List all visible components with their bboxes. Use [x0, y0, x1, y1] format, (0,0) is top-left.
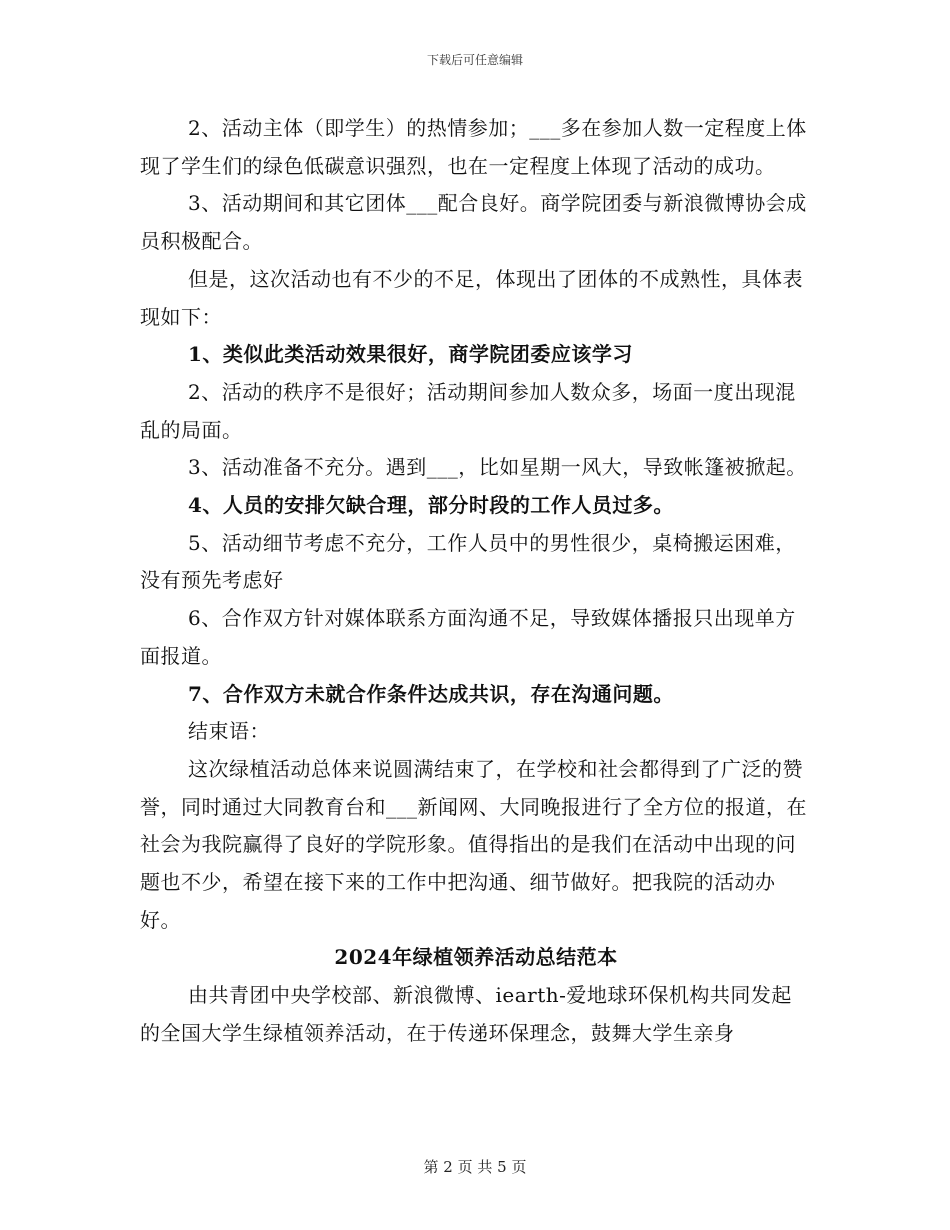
bold-paragraph: 1、类似此类活动效果很好，商学院团委应该学习 — [188, 342, 633, 367]
bold-paragraph: 4、人员的安排欠缺合理，部分时段的工作人员过多。 — [188, 493, 674, 518]
paragraph: 3、活动准备不充分。遇到___，比如星期一风大，导致帐篷被掀起。 — [188, 455, 807, 480]
page-header: 下载后可任意编辑 — [426, 53, 523, 67]
paragraph: 5、活动细节考虑不充分，工作人员中的男性很少，桌椅搬运困难，没有预先考虑好 — [140, 530, 796, 593]
paragraph: 2、活动主体（即学生）的热情参加；___多在参加人数一定程度上体现了学生们的绿色低碳意识强烈，也在一定程度上体现了活动的成功。 — [140, 116, 807, 178]
paragraph: 但是，这次活动也有不少的不足，体现出了团体的不成熟性，具体表现如下： — [140, 266, 803, 329]
paragraph: 2、活动的秩序不是很好；活动期间参加人数众多，场面一度出现混乱的局面。 — [140, 379, 796, 442]
closing-remarks-label: 结束语： — [188, 719, 270, 744]
bold-paragraph: 7、合作双方未就合作条件达成共识，存在沟通问题。 — [188, 681, 674, 706]
paragraph: 6、合作双方针对媒体联系方面沟通不足，导致媒体播报只出现单方面报道。 — [140, 606, 796, 668]
paragraph: 3、活动期间和其它团体___配合良好。商学院团委与新浪微博协会成员积极配合。 — [140, 191, 807, 254]
page-number: 第 2 页 共 5 页 — [423, 1158, 527, 1176]
section-title: 2024年绿植领养活动总结范本 — [334, 945, 618, 970]
paragraph: 由共青团中央学校部、新浪微博、iearth-爱地球环保机构共同发起的全国大学生绿植领养活动，在于传递环保理念，鼓舞大学生亲身 — [140, 983, 792, 1045]
paragraph: 这次绿植活动总体来说圆满结束了，在学校和社会都得到了广泛的赞誉，同时通过大同教育台和___新闻网、大同晚报进行了全方位的报道，在社会为我院赢得了良好的学院形象。值得指出的是我们在活动中出现的问题也不少，希望在接下来的工作中把沟通、细节做好。把我院的活动办好。 — [140, 756, 807, 932]
document-body — [140, 110, 812, 1053]
